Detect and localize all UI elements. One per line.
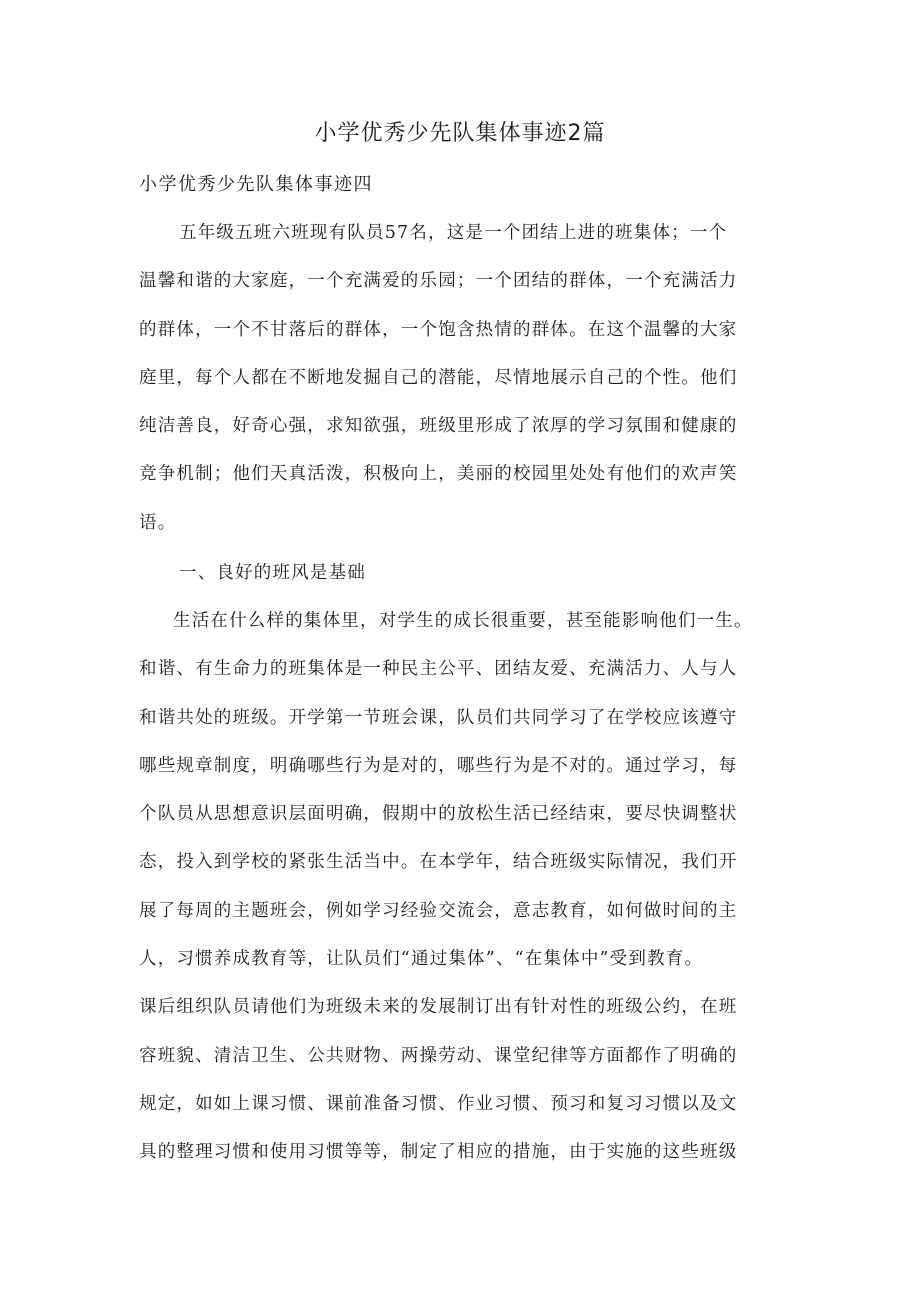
paragraph-line: 语。 xyxy=(139,512,177,533)
paragraph-line: 人，习惯养成教育等，让队员们“通过集体”、“在集体中”受到教育。 xyxy=(139,949,704,970)
paragraph-line: 和谐共处的班级。开学第一节班会课，队员们共同学习了在学校应该遵守 xyxy=(139,707,738,728)
section-heading xyxy=(139,549,784,597)
paragraph-line: 竞争机制；他们天真活泼，积极向上，美丽的校园里处处有他们的欢声笑 xyxy=(139,464,738,485)
document-title: 小学优秀少先队集体事迹2篇 xyxy=(314,121,606,146)
paragraph-line: 个队员从思想意识层面明确，假期中的放松生活已经结束，要尽快调整状 xyxy=(139,804,738,825)
paragraph-line: 和谐、有生命力的班集体是一种民主公平、团结友爱、充满活力、人与人 xyxy=(139,659,738,680)
section-heading-text: 一、良好的班风是基础 xyxy=(179,563,366,583)
paragraph-line: 生活在什么样的集体里，对学生的成长很重要，甚至能影响他们一生。 xyxy=(173,611,753,631)
paragraph-line: 哪些规章制度，明确哪些行为是对的，哪些行为是不对的。通过学习，每 xyxy=(139,755,738,776)
paragraph-line: 容班貌、清洁卫生、公共财物、两操劳动、课堂纪律等方面都作了明确的 xyxy=(139,1045,738,1066)
paragraph-line: 展了每周的主题班会，例如学习经验交流会，意志教育，如何做时间的主 xyxy=(139,900,738,921)
paragraph-line: 具的整理习惯和使用习惯等等，制定了相应的措施，由于实施的这些班级 xyxy=(139,1142,738,1163)
document-subtitle: 小学优秀少先队集体事迹四 xyxy=(139,174,373,195)
paragraph-line: 规定，如如上课习惯、课前准备习惯、作业习惯、预习和复习习惯以及文 xyxy=(139,1093,738,1114)
paragraph-line: 五年级五班六班现有队员57名，这是一个团结上进的班集体；一个 xyxy=(179,223,728,243)
paragraph-line: 温馨和谐的大家庭，一个充满爱的乐园；一个团结的群体，一个充满活力 xyxy=(139,271,738,292)
paragraph-line: 的群体，一个不甘落后的群体，一个饱含热情的群体。在这个温馨的大家 xyxy=(139,319,738,340)
paragraph-line: 态，投入到学校的紧张生活当中。在本学年，结合班级实际情况，我们开 xyxy=(139,852,738,873)
paragraph-line: 庭里，每个人都在不断地发掘自己的潜能，尽情地展示自己的个性。他们 xyxy=(139,367,738,388)
paragraph-intro xyxy=(139,209,784,547)
paragraph-class-spirit xyxy=(139,597,784,1177)
paragraph-line: 纯洁善良，好奇心强，求知欲强，班级里形成了浓厚的学习氛围和健康的 xyxy=(139,416,738,437)
paragraph-line: 课后组织队员请他们为班级未来的发展制订出有针对性的班级公约，在班 xyxy=(139,997,738,1018)
